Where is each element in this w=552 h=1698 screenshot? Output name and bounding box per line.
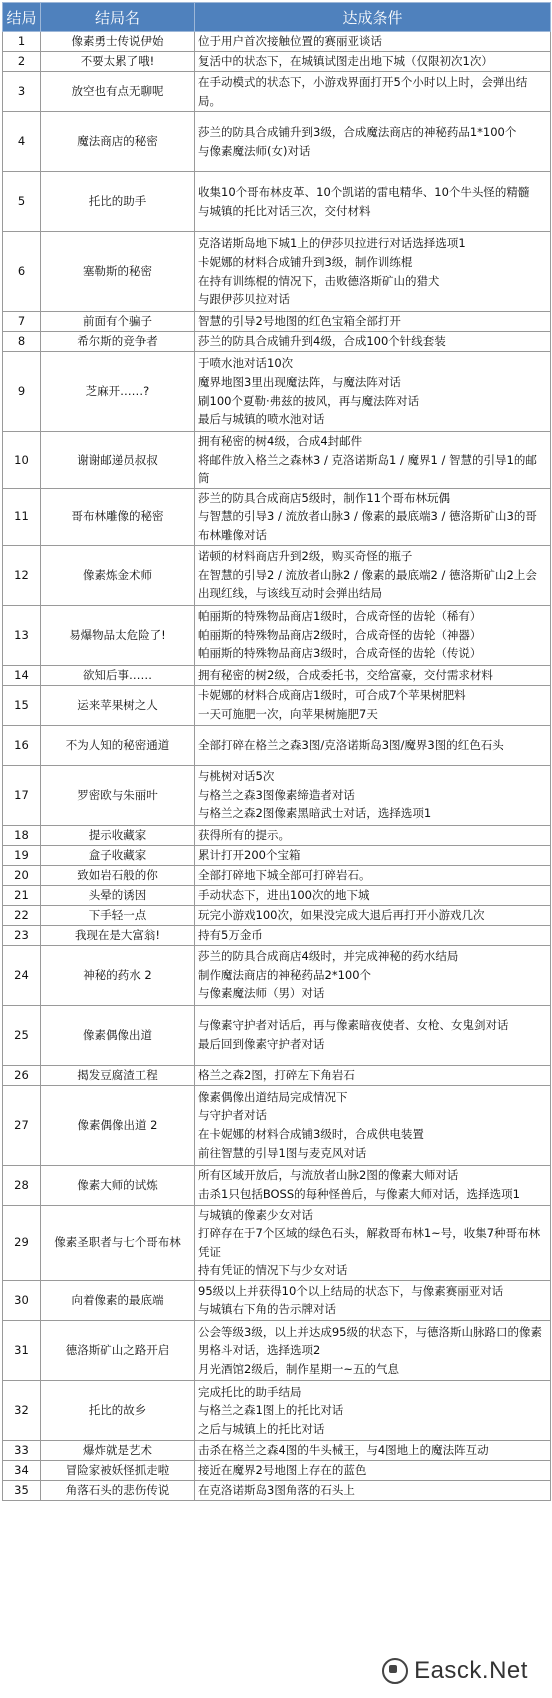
- condition-line: 全部打碎在格兰之森3图/克洛诺斯岛3图/魔界3图的红色石头: [198, 737, 504, 752]
- ending-conditions: [195, 905, 551, 925]
- ending-number: 21: [3, 885, 41, 905]
- condition-line: 与像素魔法师(女)对话: [198, 143, 311, 158]
- table-row: [3, 765, 551, 825]
- ending-conditions: [195, 1165, 551, 1205]
- condition-line: 复活中的状态下，在城镇试图走出地下城（仅限初次1次）: [198, 54, 493, 69]
- ending-number: 30: [3, 1280, 41, 1320]
- condition-line: 与跟伊莎贝拉对话: [198, 292, 290, 307]
- table-row: [3, 845, 551, 865]
- ending-number: 28: [3, 1165, 41, 1205]
- condition-line: 击杀在格兰之森4图的牛头械王，与4图地上的魔法阵互动: [198, 1443, 489, 1458]
- ending-conditions: [195, 52, 551, 72]
- table-row: [3, 1065, 551, 1085]
- ending-name: 前面有个骗子: [41, 312, 195, 332]
- table-row: [3, 545, 551, 605]
- condition-line: 将邮件放入格兰之森林3 / 克洛诺斯岛1 / 魔界1 / 智慧的引导1的邮筒: [198, 452, 537, 486]
- ending-conditions: [195, 352, 551, 432]
- condition-line: 与格兰之森3图像素缔造者对话: [198, 787, 355, 802]
- ending-name: 向着像素的最底端: [41, 1280, 195, 1320]
- ending-conditions: [195, 845, 551, 865]
- ending-number: 5: [3, 172, 41, 232]
- ending-name: 致如岩石般的你: [41, 865, 195, 885]
- table-row: [3, 1480, 551, 1500]
- condition-line: 与格兰之森1图上的托比对话: [198, 1403, 344, 1418]
- ending-conditions: [195, 1205, 551, 1280]
- condition-line: 像素偶像出道结局完成情况下: [198, 1089, 348, 1104]
- ending-name: 塞勒斯的秘密: [41, 232, 195, 312]
- table-header-row: [3, 3, 551, 32]
- ending-conditions: [195, 232, 551, 312]
- condition-line: 在卡妮娜的材料合成铺3级时，合成供电装置: [198, 1127, 424, 1142]
- condition-line: 与智慧的引导3 / 流放者山脉3 / 像素的最底端3 / 德洛斯矿山3的哥布林雕像对话: [198, 509, 537, 542]
- ending-number: 3: [3, 72, 41, 112]
- ending-conditions: [195, 1380, 551, 1440]
- ending-name: 德洛斯矿山之路开启: [41, 1320, 195, 1380]
- ending-number: 31: [3, 1320, 41, 1380]
- condition-line: 与格兰之森2图像素黑暗武士对话，选择选项1: [198, 806, 432, 821]
- table-row: [3, 112, 551, 172]
- ending-number: 2: [3, 52, 41, 72]
- table-row: [3, 865, 551, 885]
- ending-name: 魔法商店的秘密: [41, 112, 195, 172]
- condition-line: 打碎存在于7个区域的绿色石头，解救哥布林1~号，收集7种哥布林凭证: [198, 1226, 541, 1259]
- condition-line: 制作魔法商店的神秘药品2*100个: [198, 967, 372, 982]
- ending-conditions: [195, 332, 551, 352]
- ending-name: 下手轻一点: [41, 905, 195, 925]
- ending-conditions: [195, 925, 551, 945]
- ending-name: 像素偶像出道 2: [41, 1085, 195, 1165]
- ending-number: 22: [3, 905, 41, 925]
- ending-conditions: [195, 1065, 551, 1085]
- condition-line: 公会等级3级，以上并达成95级的状态下，与德洛斯山脉路口的像素男格斗对话，选择选项2: [198, 1324, 542, 1358]
- condition-line: 所有区域开放后，与流放者山脉2图的像素大师对话: [198, 1168, 459, 1183]
- ending-number: 32: [3, 1380, 41, 1440]
- ending-name: 不要太累了哦!: [41, 52, 195, 72]
- ending-number: 19: [3, 845, 41, 865]
- condition-line: 完成托比的助手结局: [198, 1384, 302, 1399]
- ending-name: 欲知后事……: [41, 665, 195, 685]
- condition-line: 月光酒馆2级后，制作星期一~五的气息: [198, 1361, 399, 1376]
- condition-line: 获得所有的提示。: [198, 827, 290, 842]
- condition-line: 接近在魔界2号地图上存在的蓝色: [198, 1463, 367, 1478]
- table-row: [3, 1205, 551, 1280]
- ending-number: 7: [3, 312, 41, 332]
- table-row: [3, 172, 551, 232]
- ending-number: 8: [3, 332, 41, 352]
- ending-conditions: [195, 1320, 551, 1380]
- condition-line: 莎兰的防具合成铺升到3级，合成魔法商店的神秘药品1*100个: [198, 124, 517, 139]
- ending-number: 23: [3, 925, 41, 945]
- ending-name: 像素大师的试炼: [41, 1165, 195, 1205]
- ending-name: 运来苹果树之人: [41, 685, 195, 725]
- ending-number: 6: [3, 232, 41, 312]
- condition-line: 与城镇的像素少女对话: [198, 1207, 313, 1222]
- ending-name: 放空也有点无聊呢: [41, 72, 195, 112]
- condition-line: 最后与城镇的喷水池对话: [198, 412, 325, 427]
- condition-line: 玩完小游戏100次，如果没完成大退后再打开小游戏几次: [198, 907, 485, 922]
- ending-name: 角落石头的悲伤传说: [41, 1480, 195, 1500]
- ending-name: 托比的助手: [41, 172, 195, 232]
- condition-line: 收集10个哥布林皮革、10个凯诺的雷电精华、10个牛头怪的精髓: [198, 184, 530, 199]
- condition-line: 与城镇的托比对话三次，交付材料: [198, 203, 371, 218]
- condition-line: 拥有秘密的树4级，合成4封邮件: [198, 434, 363, 448]
- condition-line: 拥有秘密的树2级，合成委托书，交给富豪，交付需求材料: [198, 667, 493, 682]
- ending-conditions: [195, 432, 551, 489]
- ending-conditions: [195, 172, 551, 232]
- ending-name: 像素炼金术师: [41, 545, 195, 605]
- ending-conditions: [195, 945, 551, 1005]
- ending-number: 35: [3, 1480, 41, 1500]
- ending-number: 17: [3, 765, 41, 825]
- table-row: [3, 925, 551, 945]
- condition-line: 累计打开200个宝箱: [198, 847, 301, 862]
- table-row: [3, 1085, 551, 1165]
- condition-line: 持有凭证的情况下与少女对话: [198, 1263, 348, 1278]
- ending-number: 10: [3, 432, 41, 489]
- condition-line: 之后与城镇上的托比对话: [198, 1421, 325, 1436]
- ending-conditions: [195, 605, 551, 665]
- ending-number: 12: [3, 545, 41, 605]
- condition-line: 刷100个夏勒·弗兹的披风，再与魔法阵对话: [198, 393, 420, 408]
- header-conditions: 达成条件: [195, 3, 551, 32]
- condition-line: 帕丽斯的特殊物品商店1级时，合成奇怪的齿轮（稀有）: [198, 609, 482, 624]
- ending-conditions: [195, 488, 551, 545]
- condition-line: 95级以上并获得10个以上结局的状态下，与像素赛丽亚对话: [198, 1283, 504, 1298]
- ending-number: 20: [3, 865, 41, 885]
- condition-line: 卡妮娜的材料合成铺升到3级，制作训练棍: [198, 254, 413, 269]
- ending-name: 罗密欧与朱丽叶: [41, 765, 195, 825]
- ending-name: 易爆物品太危险了!: [41, 605, 195, 665]
- ending-number: 16: [3, 725, 41, 765]
- condition-line: 于喷水池对话10次: [198, 356, 294, 371]
- condition-line: 手动状态下，进出100次的地下城: [198, 887, 370, 902]
- ending-name: 冒险家被妖怪抓走啦: [41, 1460, 195, 1480]
- ending-conditions: [195, 1480, 551, 1500]
- ending-number: 9: [3, 352, 41, 432]
- table-row: [3, 488, 551, 545]
- ending-name: 盒子收藏家: [41, 845, 195, 865]
- ending-number: 33: [3, 1440, 41, 1460]
- ending-name: 希尔斯的竞争者: [41, 332, 195, 352]
- table-row: [3, 312, 551, 332]
- condition-line: 与像素魔法师（男）对话: [198, 986, 325, 1001]
- table-row: [3, 432, 551, 489]
- ending-number: 15: [3, 685, 41, 725]
- table-row: [3, 1440, 551, 1460]
- header-ending-number: 结局: [3, 3, 41, 32]
- condition-line: 克洛诺斯岛地下城1上的伊莎贝拉进行对话选择选项1: [198, 236, 466, 251]
- condition-line: 在克洛诺斯岛3图角落的石头上: [198, 1482, 355, 1497]
- condition-line: 诺顿的材料商店升到2级，购买奇怪的瓶子: [198, 549, 413, 564]
- ending-number: 4: [3, 112, 41, 172]
- ending-conditions: [195, 112, 551, 172]
- table-row: [3, 352, 551, 432]
- condition-line: 帕丽斯的特殊物品商店2级时，合成奇怪的齿轮（神器）: [198, 627, 482, 642]
- condition-line: 智慧的引导2号地图的红色宝箱全部打开: [198, 314, 401, 329]
- ending-conditions: [195, 825, 551, 845]
- ending-conditions: [195, 665, 551, 685]
- ending-conditions: [195, 725, 551, 765]
- condition-line: 最后回到像素守护者对话: [198, 1037, 325, 1052]
- easck-logo-icon: [382, 1658, 408, 1684]
- endings-table: [2, 2, 551, 1501]
- condition-line: 在持有训练棍的情况下，击败德洛斯矿山的猎犬: [198, 273, 440, 288]
- table-row: [3, 1380, 551, 1440]
- ending-name: 像素勇士传说伊始: [41, 32, 195, 52]
- ending-number: 14: [3, 665, 41, 685]
- ending-name: 谢谢邮递员叔叔: [41, 432, 195, 489]
- condition-line: 莎兰的防具合成铺升到4级，合成100个针线套装: [198, 334, 446, 349]
- condition-line: 与守护者对话: [198, 1108, 267, 1123]
- ending-name: 我现在是大富翁!: [41, 925, 195, 945]
- ending-conditions: [195, 1460, 551, 1480]
- table-row: [3, 1165, 551, 1205]
- table-row: [3, 1005, 551, 1065]
- ending-name: 不为人知的秘密通道: [41, 725, 195, 765]
- ending-name: 提示收藏家: [41, 825, 195, 845]
- condition-line: 莎兰的防具合成商店4级时，并完成神秘的药水结局: [198, 949, 459, 964]
- condition-line: 位于用户首次接触位置的赛丽亚谈话: [198, 34, 382, 49]
- ending-number: 11: [3, 488, 41, 545]
- condition-line: 与像素守护者对话后，再与像素暗夜使者、女枪、女鬼剑对话: [198, 1018, 509, 1033]
- ending-conditions: [195, 1280, 551, 1320]
- table-row: [3, 905, 551, 925]
- ending-name: 托比的故乡: [41, 1380, 195, 1440]
- ending-name: 芝麻开……?: [41, 352, 195, 432]
- ending-number: 13: [3, 605, 41, 665]
- table-row: [3, 332, 551, 352]
- condition-line: 卡妮娜的材料合成商店1级时，可合成7个苹果树肥料: [198, 688, 466, 703]
- table-row: [3, 1460, 551, 1480]
- condition-line: 帕丽斯的特殊物品商店3级时，合成奇怪的齿轮（传说）: [198, 646, 482, 661]
- table-row: [3, 725, 551, 765]
- ending-name: 头晕的诱因: [41, 885, 195, 905]
- condition-line: 击杀1只包括BOSS的每种怪兽后，与像素大师对话，选择选项1: [198, 1187, 520, 1202]
- ending-conditions: [195, 885, 551, 905]
- table-row: [3, 885, 551, 905]
- table-row: [3, 685, 551, 725]
- ending-number: 26: [3, 1065, 41, 1085]
- ending-conditions: [195, 1440, 551, 1460]
- ending-number: 1: [3, 32, 41, 52]
- condition-line: 前往智慧的引导1图与麦克风对话: [198, 1145, 367, 1160]
- ending-conditions: [195, 685, 551, 725]
- watermark-text: Easck.Net: [414, 1657, 528, 1684]
- ending-number: 27: [3, 1085, 41, 1165]
- ending-conditions: [195, 72, 551, 112]
- ending-number: 34: [3, 1460, 41, 1480]
- condition-line: 全部打碎地下城全部可打碎岩石。: [198, 867, 371, 882]
- ending-conditions: [195, 765, 551, 825]
- ending-name: 揭发豆腐渣工程: [41, 1065, 195, 1085]
- table-row: [3, 945, 551, 1005]
- condition-line: 与桃树对话5次: [198, 769, 275, 784]
- ending-number: 24: [3, 945, 41, 1005]
- table-row: [3, 72, 551, 112]
- site-watermark: [358, 1648, 552, 1694]
- condition-line: 在手动模式的状态下，小游戏界面打开5个小时以上时，会弹出结局。: [198, 74, 528, 108]
- condition-line: 魔界地图3里出现魔法阵，与魔法阵对话: [198, 374, 401, 389]
- ending-name: 爆炸就是艺术: [41, 1440, 195, 1460]
- ending-name: 神秘的药水 2: [41, 945, 195, 1005]
- ending-number: 18: [3, 825, 41, 845]
- ending-name: 哥布林雕像的秘密: [41, 488, 195, 545]
- condition-line: 在智慧的引导2 / 流放者山脉2 / 像素的最底端2 / 德洛斯矿山2上会出现红线，与该线互动时会弹出结局: [198, 567, 537, 601]
- ending-conditions: [195, 1005, 551, 1065]
- condition-line: 与城镇右下角的告示牌对话: [198, 1302, 336, 1317]
- table-row: [3, 1320, 551, 1380]
- ending-conditions: [195, 1085, 551, 1165]
- condition-line: 格兰之森2图，打碎左下角岩石: [198, 1067, 355, 1082]
- table-row: [3, 825, 551, 845]
- condition-line: 莎兰的防具合成商店5级时，制作11个哥布林玩偶: [198, 490, 450, 505]
- ending-conditions: [195, 32, 551, 52]
- table-row: [3, 1280, 551, 1320]
- table-row: [3, 605, 551, 665]
- condition-line: 一天可施肥一次，向苹果树施肥7天: [198, 707, 378, 722]
- table-row: [3, 52, 551, 72]
- ending-conditions: [195, 865, 551, 885]
- ending-name: 像素圣职者与七个哥布林: [41, 1205, 195, 1280]
- table-row: [3, 665, 551, 685]
- ending-number: 29: [3, 1205, 41, 1280]
- ending-conditions: [195, 545, 551, 605]
- table-row: [3, 32, 551, 52]
- ending-number: 25: [3, 1005, 41, 1065]
- ending-conditions: [195, 312, 551, 332]
- condition-line: 持有5万金币: [198, 927, 263, 942]
- table-row: [3, 232, 551, 312]
- header-ending-name: 结局名: [41, 3, 195, 32]
- ending-name: 像素偶像出道: [41, 1005, 195, 1065]
